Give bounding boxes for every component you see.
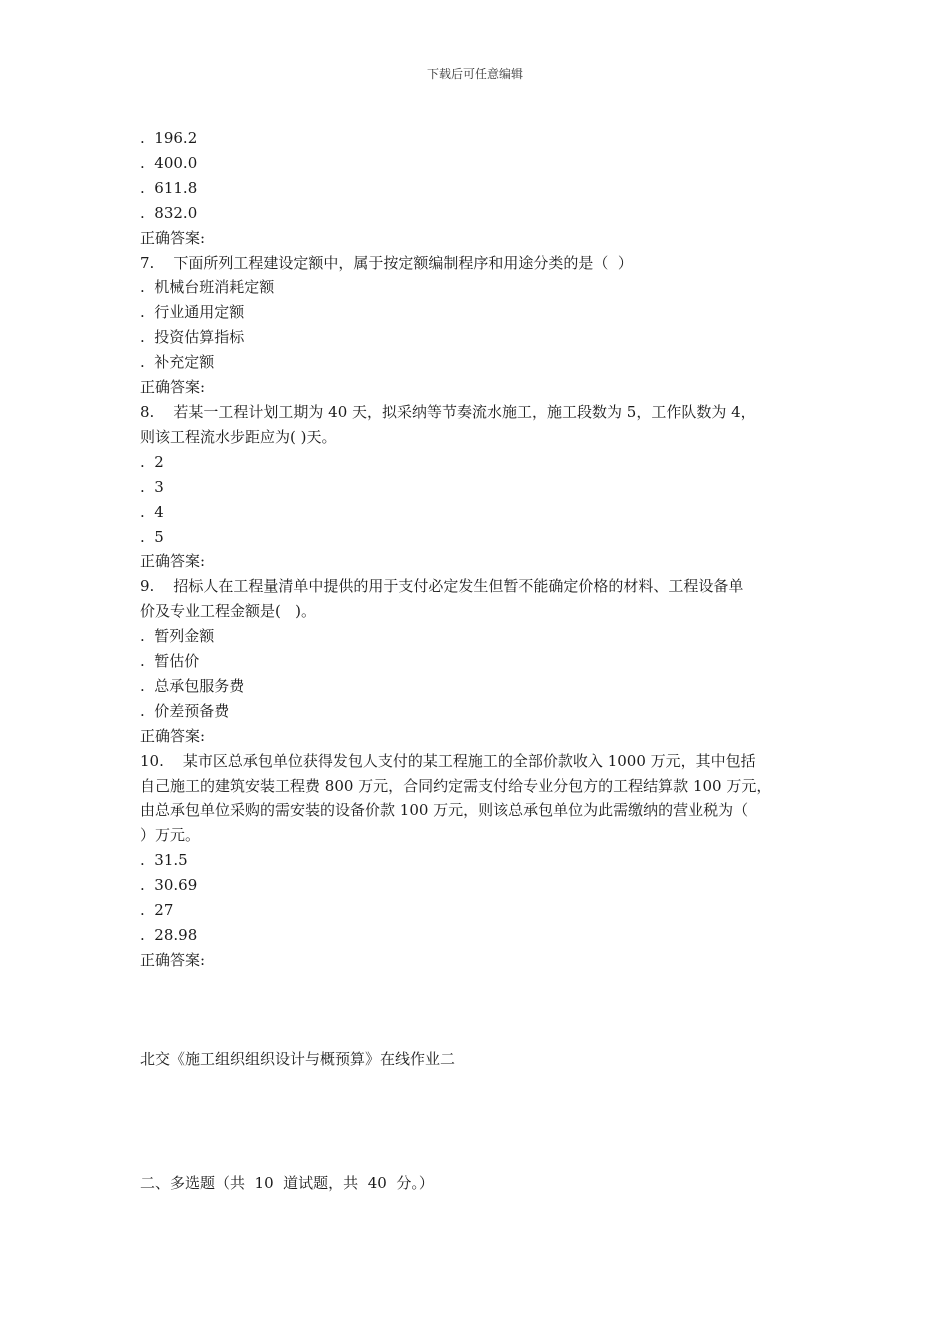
question-8-cont: 则该工程流水步距应为( )天。 (140, 427, 337, 446)
option-line: . 611.8 (140, 178, 198, 197)
question-9: 9. 招标人在工程量清单中提供的用于支付必定发生但暂不能确定价格的材料、工程设备单 (140, 577, 744, 596)
option-line: . 行业通用定额 (140, 303, 245, 322)
option-line: . 832.0 (140, 203, 198, 222)
question-7: 7. 下面所列工程建设定额中，属于按定额编制程序和用途分类的是（ ） (140, 253, 633, 272)
option-line: . 31.5 (140, 851, 188, 870)
option-line: . 总承包服务费 (140, 676, 245, 695)
question-9-cont: 价及专业工程金额是( )。 (140, 602, 317, 621)
option-line: . 暂列金额 (140, 627, 215, 646)
answer-label: 正确答案: (140, 228, 206, 247)
question-list (140, 126, 830, 973)
option-line: . 补充定额 (140, 353, 215, 372)
page-header: 下载后可任意编辑 (426, 67, 523, 81)
question-10-cont: 由总承包单位采购的需安装的设备价款 100 万元，则该总承包单位为此需缴纳的营业税为（ (140, 801, 749, 820)
question-10-cont: ）万元。 (140, 826, 201, 845)
answer-label: 正确答案: (140, 726, 206, 745)
section-heading: 二、多选题（共 10 道试题，共 40 分。） (140, 1174, 434, 1192)
question-10-cont: 自己施工的建筑安装工程费 800 万元，合同约定需支付给专业分包方的工程结算款 100 万元， (140, 776, 772, 795)
option-line: . 机械台班消耗定额 (140, 278, 275, 297)
option-line: . 400.0 (140, 153, 198, 172)
option-line: . 投资估算指标 (140, 328, 245, 347)
option-line: . 4 (140, 502, 164, 521)
question-10: 10. 某市区总承包单位获得发包人支付的某工程施工的全部价款收入 1000 万元，其中包括 (140, 751, 756, 770)
document-title: 北交《施工组织组织设计与概预算》在线作业二 (140, 1050, 456, 1068)
option-line: . 30.69 (140, 876, 198, 895)
option-line: . 5 (140, 527, 164, 546)
option-line: . 2 (140, 452, 164, 471)
option-line: . 28.98 (140, 926, 198, 944)
option-line: . 价差预备费 (140, 701, 230, 720)
option-line: . 3 (140, 477, 164, 496)
question-8: 8. 若某一工程计划工期为 40 天，拟采纳等节奏流水施工，施工段数为 5，工作队数为 4， (140, 402, 756, 421)
option-line: . 196.2 (140, 129, 198, 147)
answer-label: 正确答案: (140, 378, 206, 397)
option-line: . 27 (140, 901, 174, 920)
option-line: . 暂估价 (140, 652, 200, 671)
answer-label: 正确答案: (140, 552, 206, 571)
answer-label: 正确答案: (140, 950, 206, 969)
